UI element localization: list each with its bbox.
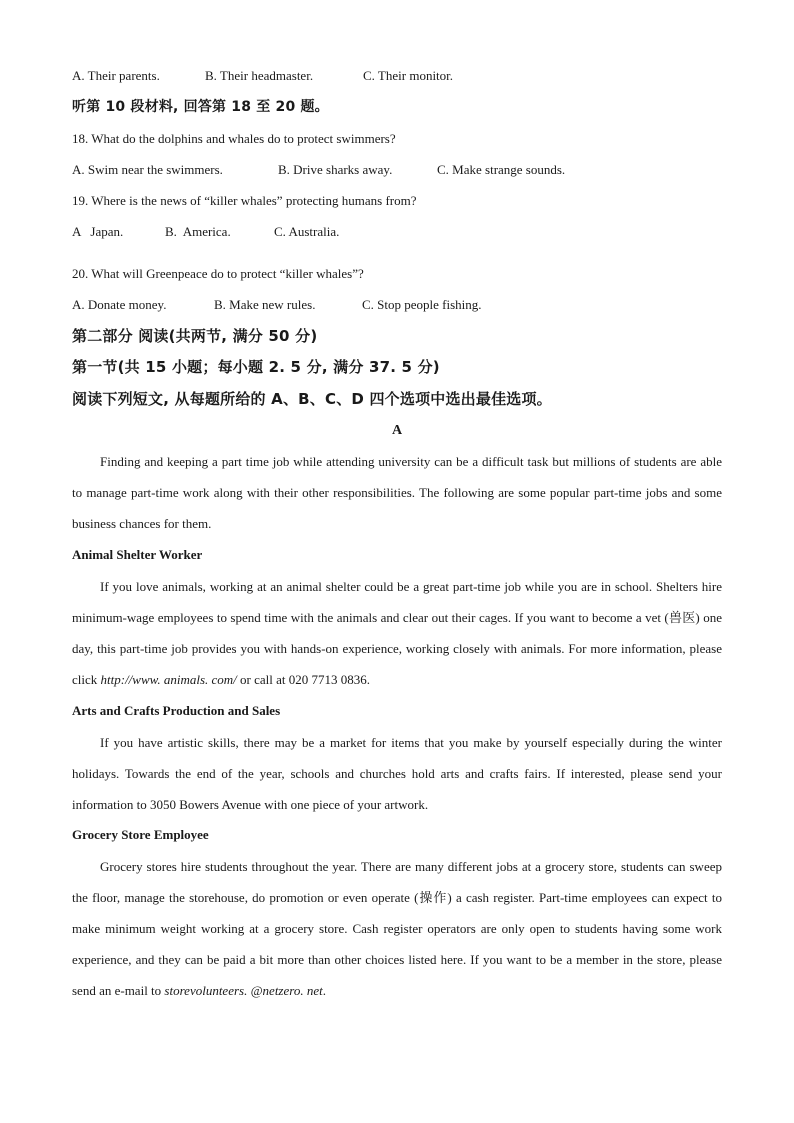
q18-question: 18. What do the dolphins and whales do to protect swimmers? [72,131,396,146]
job-body-tail-grocery-store: . [322,983,326,998]
q20-option-b: B. Make new rules. [214,297,316,312]
job-body-tail-animal-shelter: or call at 020 7713 0836. [236,672,371,687]
animal-shelter-link[interactable]: http://www. animals. com/ [100,672,237,687]
q19-option-c: C. Australia. [274,224,340,239]
listening-section-note: 听第 10 段材料, 回答第 18 至 20 题。 [72,99,329,115]
q19-option-b: B. America. [165,224,231,239]
job-paragraph-arts-crafts [72,727,722,820]
job-paragraph-animal-shelter [72,571,722,695]
q20-question: 20. What will Greenpeace do to protect “killer whales”? [72,266,364,281]
q17-option-a: A. Their parents. [72,68,160,83]
job-heading-animal-shelter: Animal Shelter Worker [72,547,203,562]
q20-option-c: C. Stop people fishing. [362,297,482,312]
job-paragraph-grocery-store [72,851,722,1006]
q17-option-b: B. Their headmaster. [205,68,314,83]
q19-question: 19. Where is the news of “killer whales” protecting humans from? [72,193,417,208]
job-body-animal-shelter: If you love animals, working at an animal shelter could be a great part-time job while you are in school. Shelters hire minimum-wage employees to spend time with the animals and clear out their cages. If you want to become a vet (兽医) one day, this part-time job provides you with hands-on experience, working closely with animals. For more information, please click [72,579,722,687]
job-body-grocery-store: Grocery stores hire students throughout the year. There are many different jobs at a grocery store, students can sweep the floor, manage the storehouse, do promotion or even operate (操作) a cash register. Part-time employees can expect to make minimum weight working at a grocery store. Cash register operators are only open to students having some work experience, and they can be paid a bit more than other choices listed here. If you want to be a member in the store, please send an e-mail to [72,859,722,998]
q18-option-b: B. Drive sharks away. [278,162,393,177]
q19-option-a: A Japan. [72,224,124,239]
q18-option-c: C. Make strange sounds. [437,162,566,177]
q20-option-a: A. Donate money. [72,297,167,312]
reading-instruction: 阅读下列短文, 从每题所给的 A、B、C、D 四个选项中选出最佳选项。 [72,390,552,408]
section1-title: 第一节(共 15 小题；每小题 2. 5 分, 满分 37. 5 分) [72,358,440,376]
part2-title: 第二部分 阅读(共两节, 满分 50 分) [72,327,318,345]
grocery-store-email-link[interactable]: storevolunteers. @netzero. net [164,983,323,998]
intro-paragraph [72,446,722,539]
q17-option-c: C. Their monitor. [363,68,454,83]
job-body-arts-crafts: If you have artistic skills, there may be a market for items that you make by yourself especially during the winter holidays. Towards the end of the year, schools and churches hold arts and crafts fairs. If interested, please send your information to 3050 Bowers Avenue with one piece of your artwork. [72,735,722,812]
job-heading-arts-crafts: Arts and Crafts Production and Sales [72,703,281,718]
intro-text: Finding and keeping a part time job while attending university can be a difficult task but millions of students are able to manage part-time work along with their other responsibilities. The following are some popular part-time jobs and some business chances for them. [72,454,722,531]
q18-option-a: A. Swim near the swimmers. [72,162,223,177]
job-heading-grocery-store: Grocery Store Employee [72,827,209,842]
passage-label: A [391,423,403,438]
